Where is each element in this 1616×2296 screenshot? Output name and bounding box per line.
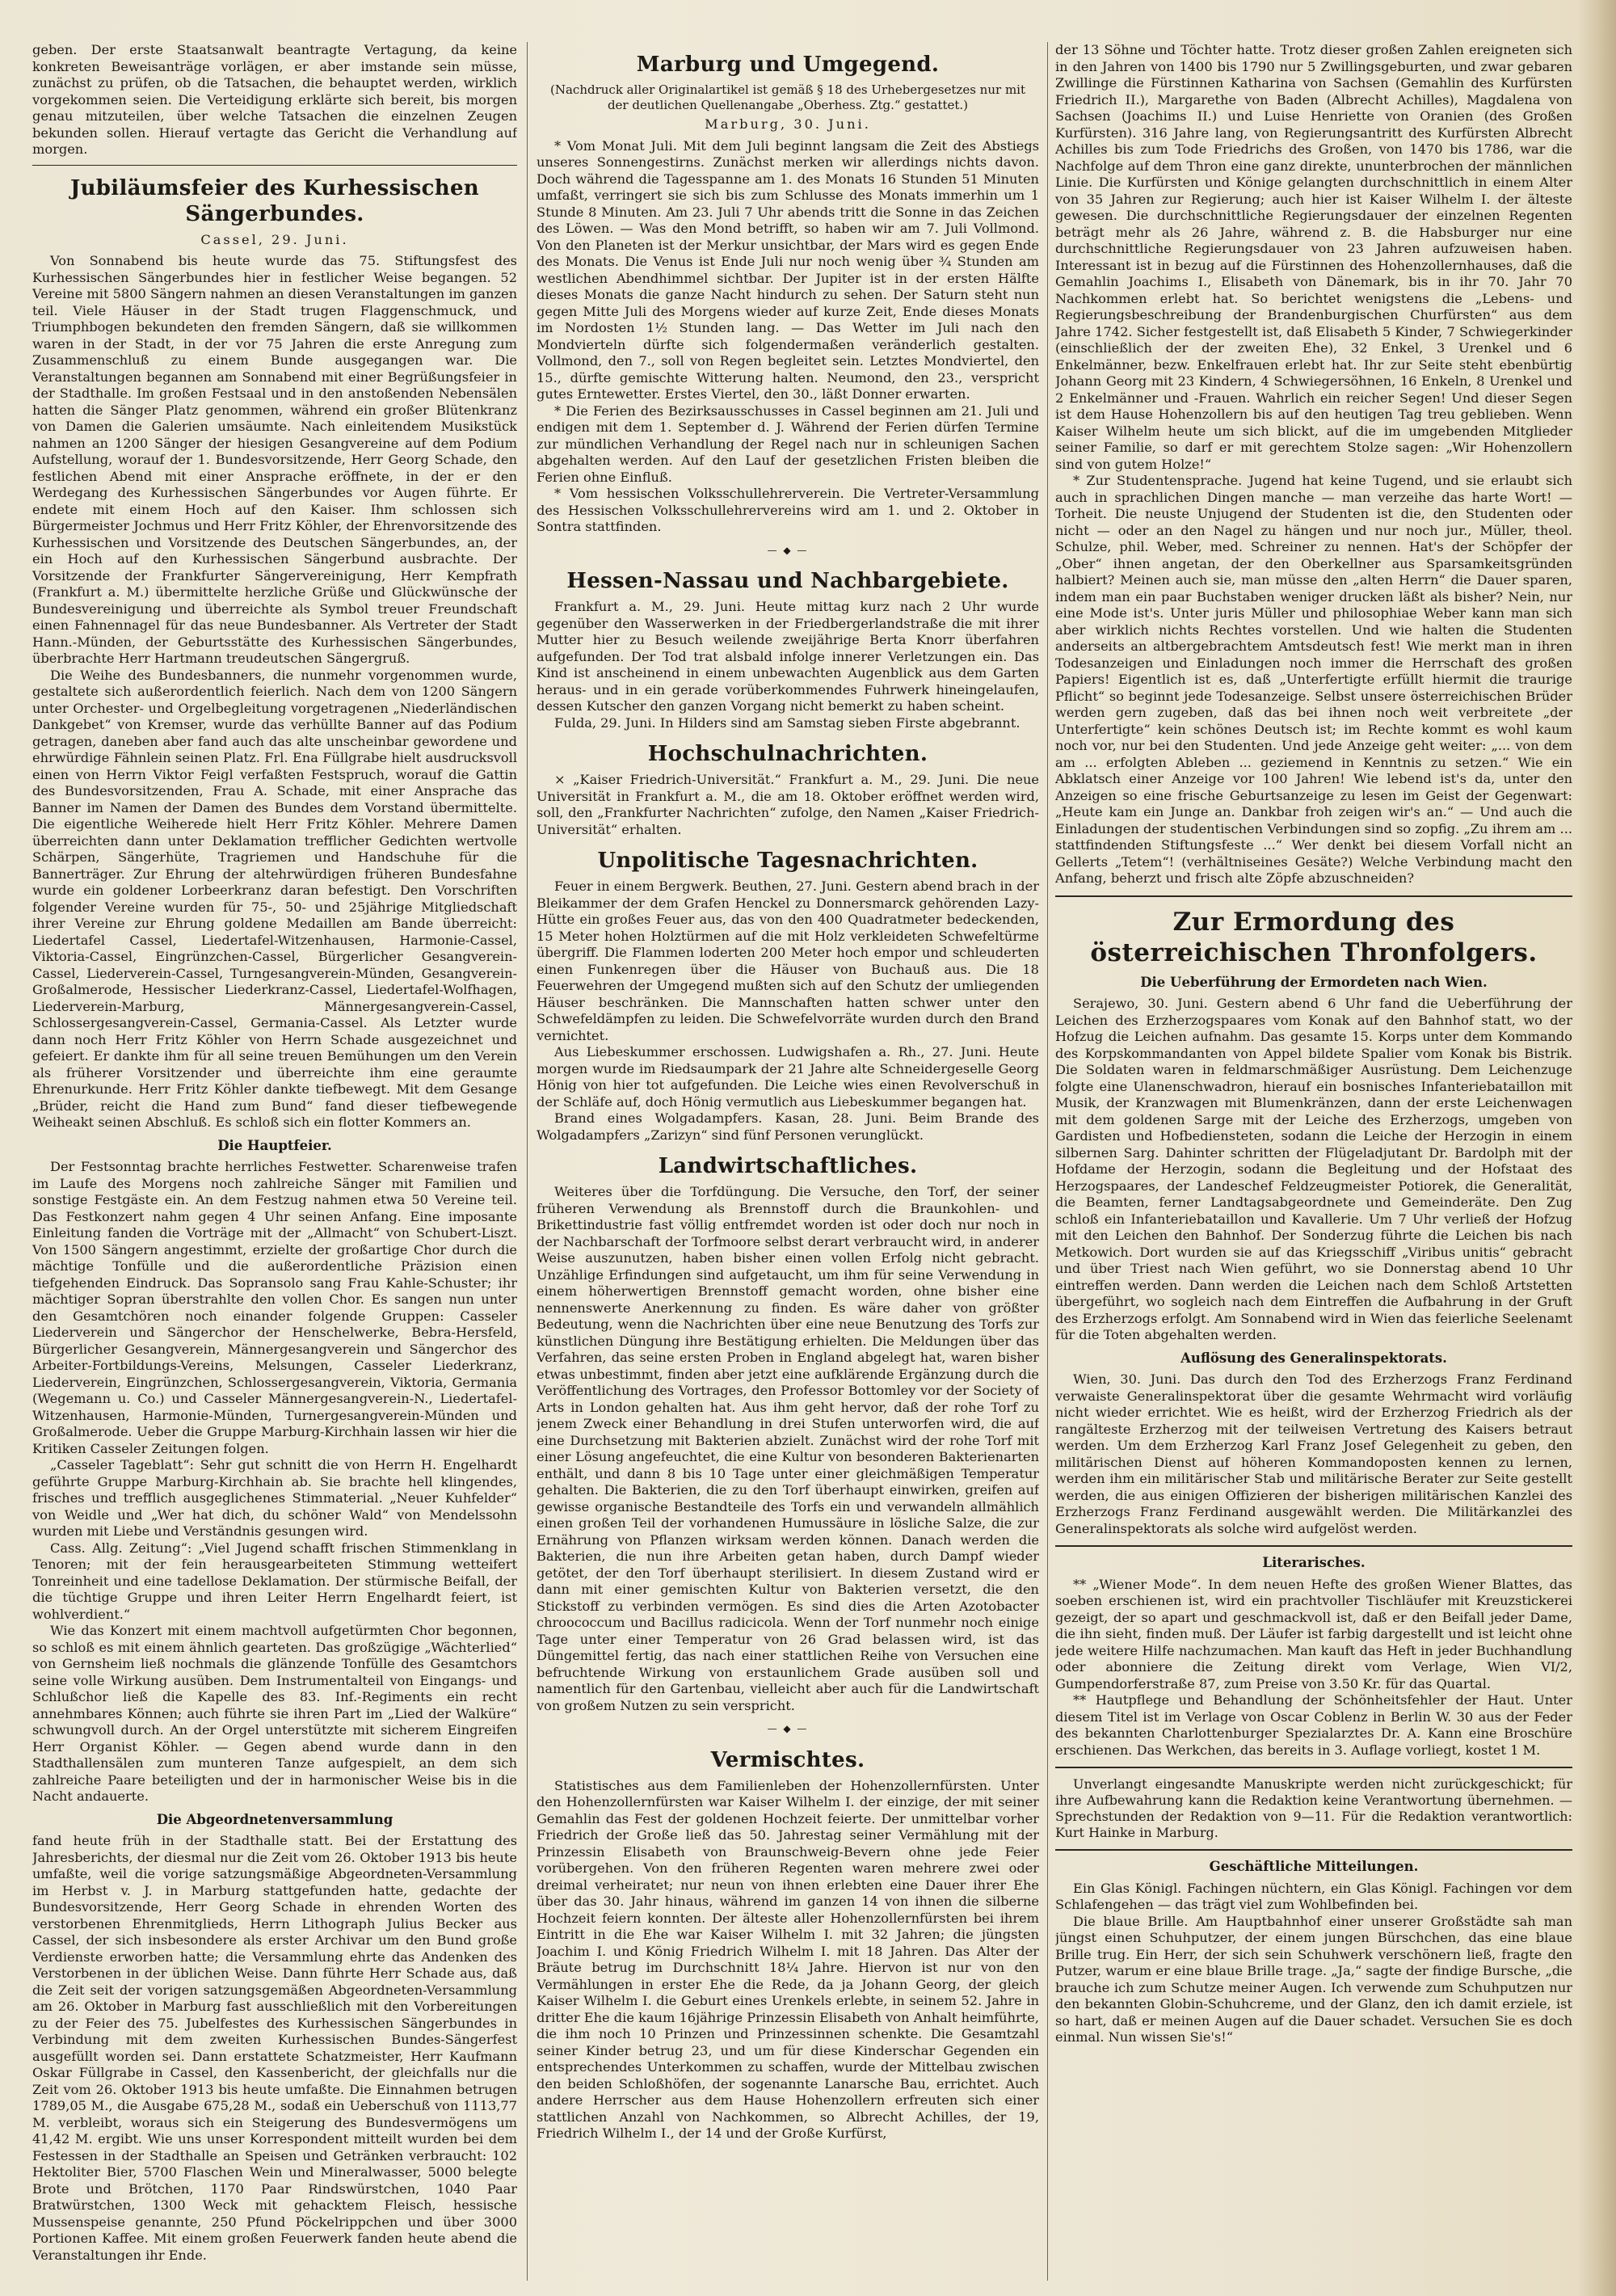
divider [1055,1767,1572,1768]
section-divider: — ◆ — [767,544,809,556]
paragraph: Fulda, 29. Juni. In Hilders sind am Samstag sieben Firste abgebrannt. [554,714,1021,731]
column-rule [527,42,528,2281]
paragraph: „Casseler Tageblatt“: Sehr gut schnitt die von Herrn H. Engelhardt geführte Gruppe Marburg-Kirchhain ab. Sie brachte hell klingendes, frisches und trefflich ausgeglichenes Stimmaterial. „Neuer Kuhfelder“ von Weidle und „Wer hat dich, du schöner Wald“ von Mendelssohn wurden mit Liebe und Verständnis gesungen wird. [32,1457,517,1539]
dateline: Marburg, 30. Juni. [705,116,871,132]
paragraph: Die blaue Brille. Am Hauptbahnhof einer unserer Großstädte sah man jüngst einen Schuhputzer, der einem jungen Bürschchen, das eine blaue Brille trug. Ein Herr, der sich sein Schuhwerk verschönern ließ, fragte den Putzer, warum er eine blaue Brille trage. „Ja,“ sagte der findige Bursche, „die brauche ich zum Schutze meiner Augen. Ich verwende zum Schuhputzen nur den bekannten Globin-Schuhcreme, und der Glanz, den ich damit erziele, ist so hart, daß er meinen Augen auf die Dauer schadet. Versuchen Sie es doch einmal. Nun wissen Sie's!“ [1055,1913,1572,2045]
paragraph: Frankfurt a. M., 29. Juni. Heute mittag kurz nach 2 Uhr wurde gegenüber den Wasserwerken in der Friedbergerlandstraße die mit ihrer Mutter hier zu Besuch weilende zweijährige Berta Knorr überfahren aufgefunden. Der Tod trat alsbald infolge innerer Verletzungen ein. Das Kind ist anscheinend in einem unbewachten Augenblick aus dem Garten heraus- und in ein gerade vorüberkommendes Fuhrwerk hineingelaufen, dessen Kutscher den ganzen Vorgang nicht bemerkt zu haben scheint. [537,599,1039,714]
column-1 [32,42,517,2289]
column-3 [1055,42,1572,2289]
paragraph: * Die Ferien des Bezirksausschusses in Cassel beginnen am 21. Juli und endigen mit dem 1. September d. J. Während der Ferien dürfen Termine zur mündlichen Verhandlung der Regel nach nur in schleunigen Sachen abgehalten werden. Auf den Lauf der gesetzlichen Fristen bleiben die Ferien ohne Einfluß. [537,402,1039,485]
paragraph: Statistisches aus dem Familienleben der Hohenzollernfürsten. Unter den Hohenzollernfürsten war Kaiser Wilhelm I. der einzige, der mit seiner Gemahlin das Fest der goldenen Hochzeit feierte. Der unmittelbar vorher Friedrich der Große ließ das 50. Jahrestag seiner Vermählung mit der Prinzessin Elisabeth von Braunschweig-Bevern ohne jede Feier vorübergehen. Von den früheren Regenten waren mehrere zwei oder dreimal verheiratet; nur neun von ihnen erlebten eine Dauer ihrer Ehe über das 30. Jahr hinaus, während im ganzen 14 von ihnen die silberne Hochzeit feiern konnten. Der älteste aller Hohenzollernfürsten bei ihrem Eintritt in die Ehe war Kaiser Wilhelm I. mit 32 Jahren; die jüngsten Joachim I. und König Friedrich Wilhelm I. mit 18 Jahren. Das Alter der Bräute betrug im Durchschnitt 18¼ Jahre. Hiervon ist nur von den Vermählungen in erster Ehe die Rede, da ja Johann Georg, der gleich Kaiser Wilhelm I. die Geburt eines Urenkels erlebte, in seinem 52. Jahre in dritter Ehe die kaum 16jährige Prinzessin Elisabeth von Anhalt heimführte, die ihm noch 10 Prinzen und Prinzessinnen schenkte. Die Gesamtzahl seiner Kinder betrug 23, und um für diese Kinderschar Gegenden ein entsprechendes Unterkommen zu schaffen, wurde der Mittelbau zwischen den beiden Schloßhöfen, der sogenannte Lanarsche Bau, errichtet. Auch andere Herrscher aus dem Hause Hohenzollern erfreuten sich einer stattlichen Anzahl von Nachkommen, so Albrecht Achilles, der 19, Friedrich Wilhelm I., der 14 und der Große Kurfürst, [537,1777,1039,2141]
column-rule [1047,42,1048,2281]
section-divider: — ◆ — [767,1723,809,1734]
divider [32,165,517,166]
headline-vermischtes: Vermischtes. [710,1747,865,1772]
paragraph: Serajewo, 30. Juni. Gestern abend 6 Uhr fand die Ueberführung der Leichen des Erzherzogspaares vom Konak auf den Bahnhof statt, wo der Hofzug die Leichen aufnahm. Das gesamte 15. Korps unter dem Kommando des Korpskommandanten von Appel bildete Spalier vom Konak bis Bistrik. Die Soldaten waren in feldmarschmäßiger Ausrüstung. Dem Leichenzuge folgte eine Ulanenschwadron, hierauf ein bosnisches Infanteriebataillon mit Musik, der Kranzwagen mit Blumenkränzen, dann der erste Leichenwagen mit dem goldenen Sarge mit der Leiche des Erzherzogs, umgeben von Gardisten und Hofbediensteten, sodann die Leiche der Herzogin in einem silbernen Sarg. Dahinter schritten der Flügeladjutant Dr. Bardolph mit der Hofdame der Herzogin, sodann die Begleitung und der Hofstaat des Herzogspaares, der Landeschef Feldzeugmeister Potiorek, die Generalität, die Beamten, ferner Landtagsabgeordnete und Gemeinderäte. Den Zug schloß ein Infanteriebataillon und Kavallerie. Um 7 Uhr verließ der Hofzug mit den Leichen den Bahnhof. Der Sonderzug führte die Leichen bis nach Metkowich. Dort wurden sie auf das Kriegsschiff „Viribus unitis“ gebracht und über Triest nach Wien geführt, wo sie Donnerstag abend 10 Uhr eintreffen werden. Dann werden die Leichen nach dem Schloß Artstetten übergeführt, wo sogleich nach dem Eintreffen die Aufbahrung in der Gruft des Erzherzogs erfolgt. Am Sonnabend wird in Wien das feierliche Seelenamt für die Toten abgehalten werden. [1055,996,1572,1342]
paragraph: Aus Liebeskummer erschossen. Ludwigshafen a. Rh., 27. Juni. Heute morgen wurde im Riedsaumpark der 21 Jahre alte Schneidergeselle Georg Hönig von hier tot aufgefunden. Die Leiche wies einen Revolverschuß in der Schläfe auf, doch Hönig vermutlich aus Liebeskummer begangen hat. [537,1044,1039,1110]
paragraph: Die Weihe des Bundesbanners, die nunmehr vorgenommen wurde, gestaltete sich außerordentlich feierlich. Nach dem von 1200 Sängern unter Orchester- und Orgelbegleitung vorgetragenen „Niederländischen Dankgebet“ von Kremser, wurde das verhüllte Banner auf das Podium getragen, daneben aber fand auch das alte unscheinbar gewordene und ehrwürdige Fähnlein seinen Platz. Frl. Ena Füllgrabe hielt ausdrucksvoll einen von Herrn Viktor Feigl verfaßten Festspruch, worauf die Gattin des Bundesvorsitzenden, Frau A. Schade, mit einer Ansprache das Banner im Namen der Damen des Bundes dem Vorstand übermittelte. Die eigentliche Weiherede hielt Herr Fritz Köhler. Mehrere Damen überreichten dann unter Deklamation trefflicher Gedichten wertvolle Schärpen, Sängerhüte, Tragriemen und Handschuhe für die Bannerträger. Zur Ehrung der altehrwürdigen früheren Bundesfahne wurde ein goldener Lorbeerkranz daran befestigt. Den Vorschriften folgender Vereine wurden für 75-, 50- und 25jährige Mitgliedschaft ihrer Vereine zur Ehrung goldene Medaillen am Bande überreicht: Liedertafel Cassel, Liedertafel-Witzenhausen, Harmonie-Cassel, Viktoria-Cassel, Eingrünzchen-Cassel, Bürgerlicher Gesangverein-Cassel, Liederverein-Cassel, Turngesangverein-Münden, Gesangverein-Großalmerode, Hessischer Liederkranz-Cassel, Liedertafel-Wolfhagen, Liederverein-Marburg, Männergesangverein-Cassel, Schlossergesangverein-Cassel, Germania-Cassel. Als Letzter wurde dann noch Herr Fritz Köhler von Herrn Schade ausgezeichnet und gefeiert. Er dankte ihm für all seine treuen Bemühungen um den Verein als früherer Vorsitzender und überreichte ihm eine geraumte Ehrenurkunde. Herr Fritz Köhler dankte tiefbewegt. Mit dem Gesange „Brüder, reicht die Hand zum Bund“ fand dieser tiefbewegende Weiheakt seinen Abschluß. Es schloß sich ein flotter Kommers an. [32,667,517,1130]
subheading: Die Abgeordnetenversammlung [156,1811,393,1827]
paragraph: × „Kaiser Friedrich-Universität.“ Frankfurt a. M., 29. Juni. Die neue Universität in Frankfurt a. M., die am 18. Oktober eröffnet werden wird, soll, den „Frankfurter Nachrichten“ zufolge, den Namen „Kaiser Friedrich-Universität“ erhalten. [537,772,1039,837]
paragraph: fand heute früh in der Stadthalle statt. Bei der Erstattung des Jahresberichts, der diesmal nur die Zeit vom 26. Oktober 1913 bis heute umfaßte, weil die vorige satzungsmäßige Abgeordneten-Versammlung im Herbst v. J. in Marburg stattgefunden hatte, gedachte der Bundesvorsitzende, Herr Georg Schade in ehrenden Worten des verstorbenen Ehrenmitglieds, Herrn Lithograph Julius Becker aus Cassel, der sich insbesondere als erster Archivar um den Bund große Verdienste erworben hatte; die Versammlung ehrte das Andenken des Verstorbenen in der üblichen Weise. Dann führte Herr Schade aus, daß die Zeit seit der vorigen satzungsgemäßen Abgeordneten-Versammlung am 26. Oktober in Marburg fast ausschließlich mit den Vorbereitungen zu der Feier des 75. Jubelfestes des Kurhessischen Sängerbundes in Verbindung mit dem zweiten Kurhessischen Bundes-Sängerfest ausgefüllt worden sei. Dann erstattete Schatzmeister, Herr Kaufmann Oskar Füllgrabe in Cassel, den Kassenbericht, der gleichfalls nur die Zeit vom 26. Oktober 1913 bis heute umfaßte. Die Einnahmen betrugen 1789,05 M., die Ausgabe 675,28 M., sodaß ein Ueberschuß von 1113,77 M. verbleibt, woraus sich ein Steigerung des Bundesvermögens um 41,42 M. ergibt. Wie uns unser Korrespondent mitteilt wurden bei dem Festessen in der Stadthalle an Speisen und Getränken verbraucht: 102 Hektoliter Bier, 5700 Flaschen Wein und Mineralwasser, 5000 belegte Brote und Brötchen, 1170 Paar Rindswürstchen, 1040 Paar Bratwürstchen, 1300 Weck mit gehacktem Fleisch, hessische Mussenspeise genannte, 250 Pfund Pöckelrippchen und über 3000 Portionen Kaffee. Mit einem großen Feuerwerk fanden heute abend die Veranstaltungen ihr Ende. [32,1833,517,2263]
dateline: Cassel, 29. Juni. [200,231,349,247]
reprint-notice: (Nachdruck aller Originalartikel ist gemäß § 18 des Urhebergesetzes nur mit der deutlichen Quellenangabe „Oberhess. Ztg.“ gestattet.) [550,82,1025,112]
article-continuation: geben. Der erste Staatsanwalt beantragte Vertagung, da keine konkreten Beweisanträge vorlägen, er aber imstande sein müsse, zunächst zu prüfen, ob die Tatsachen, die behauptet werden, wirklich vorgekommen seien. Die Verteidigung erklärte sich bereit, bis morgen genau mitzuteilen, über welche Tatsachen die einzelnen Zeugen bekunden sollen. Hierauf vertagte das Gericht die Verhandlung auf morgen. [32,42,517,157]
paragraph: Der Festsonntag brachte herrliches Festwetter. Scharenweise trafen im Laufe des Morgens noch zahlreiche Sänger mit Familien und sonstige Festgäste ein. An dem Festzug nahmen etwa 50 Vereine teil. Das Festkonzert nahm gegen 4 Uhr seinen Anfang. Eine imposante Einleitung fanden die Vorträge mit der „Allmacht“ von Schubert-Liszt. Von 1500 Sängern angestimmt, erzielte der großartige Chor durch die mächtige Tonfülle und die außerordentliche Präzision einen tiefgehenden Eindruck. Das Sopransolo sang Frau Kahle-Schuster; ihr mächtiger Sopran überstrahlte den vollen Chor. Es sangen nun unter den Gesamtchören noch einander folgende Gruppen: Casseler Liederverein und Sängerchor der Henschelwerke, Bebra-Hersfeld, Bürgerlicher Gesangverein, Männergesangverein und Sängerchor des Arbeiter-Fortbildungs-Vereins, Melsungen, Casseler Liederkranz, Liederverein, Eingrünzchen, Schlossergesangverein, Viktoria, Germania (Wegemann u. Co.) und Casseler Männergesangverein-N., Liedertafel-Witzenhausen, Harmonie-Münden, Turnergesangverein-Münden und Großalmerode. Ueber die Gruppe Marburg-Kirchhain lassen wir hier die Kritiken Casseler Zeitungen folgen. [32,1159,517,1456]
page-fold-shadow [1577,0,1616,2296]
headline-jubilee: Jubiläumsfeier des Kurhessischen Sängerbundes. [70,175,479,226]
paragraph: * Zur Studentensprache. Jugend hat keine Tugend, und sie erlaubt sich auch in sprachlichen Dingen manche — man verzeihe das harte Wort! — Torheit. Die neuste Unjugend der Studenten ist die, den Studenten oder nicht — oder an den Nagel zu hängen und nur noch jur., Müller, theol. Schulze, phil. Weber, med. Schreiner zu nennen. Hat's der Schöpfer der „Ober“ ihnen angetan, der den Oberkellner aus Sparsamkeitsgründen halbiert? Meinen auch sie, man müsse den „alten Herrn“ die Dauer sparen, indem man ein paar Buchstaben weniger drucken läßt als bisher? Nein, nur eine Mode ist's. Unter juris Müller und philosophiae Weber kann man sich aber wirklich nichts Rechtes vorstellen. Und wie halten die Studenten anderseits an altbergebrachtem Amtsdeutsch fest! Wie merkt man in ihren Todesanzeigen und Einladungen noch immer die Herrschaft des großen Papiers! Eigentlich ist es, daß „Unterfertigte erfüllt hiermit die traurige Pflicht“ so beginnt jede Todesanzeige. Selbst unsere österreichischen Brüder werden gern zugeben, daß das bei ihnen noch weit verbreitete „der Unterfertigte“ kein schönes Deutsch ist; im Rechte kommt es wohl kaum noch vor, nur bei den Studenten. Und jede Anzeige geht weiter: „... von dem am ... erfolgten Ableben ... geziemend in Kenntnis zu setzen.“ Wie ein Abklatsch einer Anzeige vor 100 Jahren! Wie lebend ist's da, unter den Anzeigen so eine frische Geburtsanzeige zu lesen im Geist der Gegenwart: „Heute kam ein Junge an. Dankbar froh zeigen wir's an.“ — Und auch die Einladungen der studentischen Verbindungen sind so zopfig. „Zu ihrem am ... stattfindenden Stiftungsfeste ...“ Wer denkt bei diesem Vorfall nicht an Gellerts „Tetem“! (verhältniseines Gesäte?) Welche Verbindung macht den Anfang, beherzt und frisch alte Zöpfe abzuschneiden? [1055,473,1572,886]
divider [1055,895,1572,897]
headline-marburg: Marburg und Umgegend. [636,53,940,77]
paragraph: ** Hautpflege und Behandlung der Schönheitsfehler der Haut. Unter diesem Titel ist im Verlage von Oscar Coblenz in Berlin W. 30 aus der Feder des bekannten Charlottenburger Spezialarztes Dr. A. Kann eine Broschüre erschienen. Das Werkchen, das bereits in 3. Auflage vorliegt, kostet 1 M. [1055,1692,1572,1758]
paragraph: * Vom hessischen Volksschullehrerverein. Die Vertreter-Versammlung des Hessischen Volksschullehrervereins wird am 1. und 2. Oktober in Sontra stattfinden. [537,486,1039,534]
paragraph: Weiteres über die Torfdüngung. Die Versuche, den Torf, der seiner früheren Verwendung als Brennstoff durch die Braunkohlen- und Brikettindustrie fast völlig entfremdet worden ist oder doch nur noch in der Nachbarschaft der Torfmoore selbst derart verbraucht wird, in anderer Weise auszunutzen, haben bisher einen vollen Erfolg nicht gebracht. Unzählige Erfindungen sind aufgetaucht, um ihm für seine Verwendung in einem höherwertigen Brennstoff gemacht worden, ohne bisher eine nennenswerte Anerkennung zu finden. Es wäre daher von größter Bedeutung, wenn die Nachrichten über eine neue Benutzung des Torfs zur künstlichen Düngung ihre Bestätigung erhielten. Die Meldungen über das Verfahren, das seine ersten Proben in England abgelegt hat, waren bisher etwas unbestimmt, finden aber jetzt eine aufklärende Ergänzung durch die Veröffentlichung des Vortrages, den Professor Bottomley vor der Society of Arts in London gehalten hat. Aus ihm geht hervor, daß der rohe Torf zu jenem Zweck einer Behandlung in drei Stufen unterworfen wird, die auf eine Durchsetzung mit Bakterien abzielt. Zunächst wird der rohe Torf mit einer Lösung angefeuchtet, die eine Kultur von besonderen Bakterienarten enthält, und dann 8 bis 10 Tage unter einer gleichmäßigen Temperatur gehalten. Die Bakterien, die zu den Torf überhaupt einwirken, greifen auf gewisse organische Bestandteile des Torfs ein und verwandeln allmählich einen großen Teil der vorhandenen Humussäure in lösliche Salze, die zur Ernährung von Pflanzen wirksam werden können. Danach werden die Bakterien, die nun ihre Arbeiten getan haben, durch Dampf wieder getötet, der den Torf überhaupt sterilisiert. In diesem Zustand wird er dann mit einer gemischten Kultur von Bakterien versetzt, die den Stickstoff zu verbinden vermögen. Es sind dies die Arten Azotobacter chroococcum und Bacillus radicicola. Wenn der Torf nunmehr noch einige Tage unter einer Temperatur von 26 Grad belassen wird, ist das Düngemittel fertig, das nach einer stattlichen Reihe von Versuchen eine befruchtende Wirkung von erstaunlichem Grade ausüben soll und namentlich für den Gartenbau, vielleicht aber auch für die Landwirtschaft von großem Nutzen zu sein verspricht. [537,1184,1039,1713]
paragraph: Wie das Konzert mit einem machtvoll aufgetürmten Chor begonnen, so schloß es mit einem ähnlich gearteten. Das großzügige „Wächterlied“ von Gernsheim ließ nochmals die glänzende Tonfülle des Gesamtchors seine volle Wirkung ausüben. Dem Instrumentalteil von Eingangs- und Schlußchor ließ die Kapelle des 83. Inf.-Regiments ein recht annehmbares Können; auch führte sie ihren Part im „Lied der Walküre“ schwungvoll durch. An der Orgel unterstützte mit sicherem Eingreifen Herr Organist Köhler. — Gegen abend wurde dann in den Stadthallensälen zum munteren Tanze aufgespielt, an dem sich zahlreiche Paare beteiligten und der in harmonischer Weise bis in die Nacht andauerte. [32,1623,517,1804]
paragraph: der 13 Söhne und Töchter hatte. Trotz dieser großen Zahlen ereigneten sich in den Jahren von 1400 bis 1790 nur 5 Zwillingsgeburten, und zwar gebaren Zwillinge die Fürstinnen Katharina von Sachsen (Gemahlin des Kurfürsten Friedrich II.), Margarethe von Baden (Albrecht Achilles), Magdalena von Sachsen (Joachims II.) und Luise Henriette von Oranien (des Großen Kurfürsten). 316 Jahre lang, von Regierungsantritt des Kurfürsten Albrecht Achilles bis zum Tode Friedrichs des Großen, von 1470 bis 1786, war die Nachfolge auf dem Thron eine ganz direkte, ununterbrochen der männlichen Linie. Die Kurfürsten und Könige gelangten durchschnittlich in einem Alter von 35 Jahren zur Regierung; auch hier ist Kaiser Wilhelm I. der älteste gewesen. Die durchschnittliche Regierungsdauer der einzelnen Regenten beträgt mehr als 26 Jahre, während z. B. die Habsburger nur eine durchschnittliche Regierungsdauer von 23 Jahren aufzuweisen haben. Interessant ist in bezug auf die Fürstinnen des Hohenzollernhauses, daß die Gemahlin Joachims I., Elisabeth von Dänemark, bis in ihr 70. Jahr 70 Nachkommen erlebt hat. So berichtet wenigstens die „Lebens- und Regierungsbeschreibung der Brandenburgischen Churfürsten“ aus dem Jahre 1742. Sicher festgestellt ist, daß Elisabeth 5 Kinder, 7 Schwiegerkinder (einschließlich der der zweiten Ehe), 32 Enkel, 3 Urenkel und 6 Enkelmänner, bezw. Enkelfrauen erlebt hat. Ihr zur Seite steht ebenbürtig Johann Georg mit 23 Kindern, 4 Schwiegersöhnen, 16 Enkeln, 8 Urenkel und 2 Enkelmänner und -Frauen. Wahrlich ein reicher Segen! Und dieser Segen ist dem Hause Hohenzollern bis auf den heutigen Tag treu geblieben. Wenn Kaiser Wilhelm heute um sich blickt, auf die im umgebenden Mitglieder seiner Familie, so darf er mit gerechtem Stolze sagen: „Wir Hohenzollern sind von gutem Holze!“ [1055,42,1572,472]
paragraph: Wien, 30. Juni. Das durch den Tod des Erzherzogs Franz Ferdinand verwaiste Generalinspektorat über die gesamte Wehrmacht wird vorläufig nicht wieder errichtet. Wie es heißt, wird der Erzherzog Friedrich als der rangälteste Erzherzog mit der teilweisen Vertretung des Kaisers betraut werden. Um dem Erzherzog Karl Franz Josef Gelegenheit zu geben, den militärischen Dienst auf höheren Kommandoposten kennen zu lernen, werden ihm ein militärischer Stab und militärische Berater zur Seite gestellt werden, die aus einigen Offizieren der bisherigen militärischen Kanzlei des Erzherzogs Franz Ferdinand ausgewählt werden. Die Militärkanzlei des Generalinspektorats als solche wird aufgelöst werden. [1055,1371,1572,1536]
paragraph: * Vom Monat Juli. Mit dem Juli beginnt langsam die Zeit des Abstiegs unseres Sonnengestirns. Zunächst merken wir allerdings nichts davon. Doch während die Tagesspanne am 1. des Monats 16 Stunden 51 Minuten umfaßt, verringert sie sich bis zum Schlusse des Monats immerhin um 1 Stunde 8 Minuten. Am 23. Juli 7 Uhr abends tritt die Sonne in das Zeichen des Löwen. — Was den Mond betrifft, so haben wir am 7. Juli Vollmond. Von den Planeten ist der Merkur unsichtbar, der Mars wird es gegen Ende des Monats. Die Venus ist Ende Juli nur noch wenig über ¾ Stunden am westlichen Abendhimmel sichtbar. Der Jupiter ist in der ersten Hälfte dieses Monats die ganze Nacht hindurch zu sehen. Der Saturn steht nun gegen Mitte Juli des Morgens wieder auf kurze Zeit, Ende dieses Monats im Nordosten 1½ Stunden lang. — Das Wetter im Juli nach den Mondvierteln dürfte sich folgendermaßen veränderlich gestalten. Vollmond, den 7., soll von Regen begleitet sein. Letztes Mondviertel, den 15., dürfte gemischte Witterung halten. Neumond, den 23., verspricht gutes Erntewetter. Erstes Viertel, den 30., läßt Donner erwarten. [537,137,1039,402]
headline-hessen: Hessen-Nassau und Nachbargebiete. [566,569,1009,593]
subheading: Auflösung des Generalinspektorats. [1180,1350,1447,1366]
column-2 [537,42,1039,2289]
headline-thronfolger: Zur Ermordung des österreichischen Thronfolgers. [1090,907,1538,967]
headline-hochschul: Hochschulnachrichten. [647,742,928,766]
paragraph: ** „Wiener Mode“. In dem neuen Hefte des großen Wiener Blattes, das soeben erschienen ist, wird ein prachtvoller Tischläufer mit Kreuzstickerei gezeigt, der so apart und geschmackvoll ist, daß er den Beifall jeder Dame, die ihn sieht, finden muß. Der Läufer ist farbig dargestellt und ist leicht ohne jede weitere Hilfe nachzumachen. Man kauft das Heft in jeder Buchhandlung oder abonniere die Zeitung direkt vom Verlage, Wien VI/2, Gumpendorferstraße 87, zum Preise von 3.50 Kr. für das Quartal. [1055,1576,1572,1691]
subheading: Literarisches. [1262,1555,1366,1570]
paragraph: Brand eines Wolgadampfers. Kasan, 28. Juni. Beim Brande des Wolgadampfers „Zarizyn“ sind fünf Personen verunglückt. [537,1110,1039,1143]
subheading: Geschäftliche Mitteilungen. [1209,1859,1419,1874]
paragraph: Ein Glas Königl. Fachingen nüchtern, ein Glas Königl. Fachingen vor dem Schlafengehen — das trägt viel zum Wohlbefinden bei. [1055,1880,1572,1912]
headline-unpolitisch: Unpolitische Tagesnachrichten. [597,849,978,873]
divider [1055,1849,1572,1851]
paragraph: Cass. Allg. Zeitung“: „Viel Jugend schafft frischen Stimmenklang in Tenoren; mit der fein herausgearbeiteten Stimmung wetteifert Tonreinheit und eine tadellose Deklamation. Der stürmische Beifall, der die tüchtige Gruppe und ihren Leiter Herrn Engelhardt feiert, ist wohlverdient.“ [32,1540,517,1622]
paragraph: Feuer in einem Bergwerk. Beuthen, 27. Juni. Gestern abend brach in der Bleikammer der dem Grafen Henckel zu Donnersmarck gehörenden Lazy-Hütte ein großes Feuer aus, das von den 400 Quadratmeter bedeckenden, 15 Meter hohen Holztürmen auf die mit Holz verkleideten Schwefeltürme übergriff. Die Flammen loderten 200 Meter hoch empor und schleuderten einen Funkenregen über die Häuser von Buchauß aus. Die 18 Feuerwehren der Umgegend mußten sich auf den Schutz der umliegenden Häuser beschränken. Die Mannschaften hatten schwer unter den Schwefeldämpfen zu leiden. Die Schwefelvorräte wurden durch den Brand vernichtet. [537,878,1039,1043]
editorial-notice: Unverlangt eingesandte Manuskripte werden nicht zurückgeschickt; für ihre Aufbewahrung kann die Redaktion keine Verantwortung übernehmen. — Sprechstunden der Redaktion von 9—11. Für die Redaktion verantwortlich: Kurt Hainke in Marburg. [1055,1776,1572,1840]
divider [1055,1545,1572,1547]
subheading: Die Ueberführung der Ermordeten nach Wien. [1140,974,1488,990]
paragraph: Von Sonnabend bis heute wurde das 75. Stiftungsfest des Kurhessischen Sängerbundes hier in festlicher Weise begangen. 52 Vereine mit 5800 Sängern nahmen an diesen Veranstaltungen im ganzen teil. Viele Häuser in der Stadt trugen Flaggenschmuck, und Triumphbogen bekundeten den fremden Sängern, daß sie willkommen waren in der Stadt, in der vor 75 Jahren die erste Anregung zum Zusammenschluß zu einem Bunde ausgegangen war. Die Veranstaltungen begannen am Sonnabend mit einer Begrüßungsfeier in der Stadthalle. Im großen Festsaal und in den anstoßenden Nebensälen hatten die Sänger Platz genommen, während ein großer Blütenkranz von Damen die Galerien umsäumte. Nach einleitendem Musikstück nahmen an 1200 Sänger der hiesigen Gesangvereine auf dem Podium Aufstellung, worauf der 1. Bundesvorsitzende, Herr Georg Schade, den festlichen Abend mit einer Ansprache eröffnete, in der er den Werdegang des Kurhessischen Sängerbundes vor Augen führte. Er endete mit einem Hoch auf den Kaiser. Ihm schlossen sich Bürgermeister Jochmus und Herr Fritz Köhler, der Ehrenvorsitzende des Kurhessischen und Vorsitzende des Deutschen Sängerbundes, an, der ein Hoch auf den Kurhessischen Sängerbund ausbrachte. Der Vorsitzende der Frankfurter Sängervereinigung, Herr Kempfrath (Frankfurt a. M.) übermittelte herzliche Grüße und Glückwünsche der Bundesvereinigung und überreichte als Symbol treuer Freundschaft einen Fahnennagel für das neue Bundesbanner. Als Vertreter der Stadt Hann.-Münden, der Geburtsstätte des Kurhessischen Sängerbundes, überbrachte Herr Hartmann treudeutschen Sängergruß. [32,253,517,666]
headline-landwirtschaft: Landwirtschaftliches. [658,1154,918,1178]
subheading: Die Hauptfeier. [217,1137,332,1153]
